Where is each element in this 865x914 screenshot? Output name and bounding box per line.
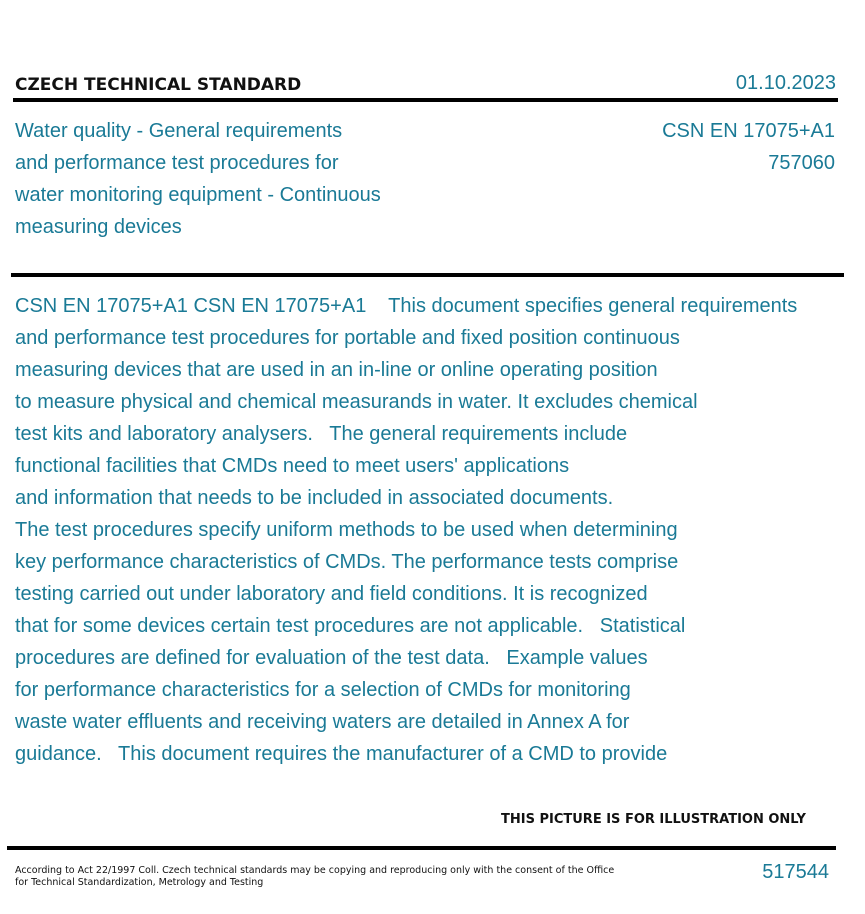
standard-code: CSN EN 17075+A1 xyxy=(662,120,835,142)
abstract-line: and information that needs to be included in associated documents. xyxy=(15,487,614,509)
abstract-line: for performance characteristics for a selection of CMDs for monitoring xyxy=(15,679,631,701)
title-line: water monitoring equipment - Continuous xyxy=(15,184,381,206)
abstract-line: testing carried out under laboratory and field conditions. It is recognized xyxy=(15,583,648,605)
abstract-line: The test procedures specify uniform methods to be used when determining xyxy=(15,519,678,541)
abstract-line: measuring devices that are used in an in-line or online operating position xyxy=(15,359,658,381)
abstract-line: to measure physical and chemical measurands in water. It excludes chemical xyxy=(15,391,698,413)
abstract-line: guidance. This document requires the manufacturer of a CMD to provide xyxy=(15,743,668,765)
footer-divider xyxy=(7,846,836,850)
abstract-line: key performance characteristics of CMDs. The performance tests comprise xyxy=(15,551,679,573)
catalog-number: 517544 xyxy=(762,861,829,883)
illustration-disclaimer: THIS PICTURE IS FOR ILLUSTRATION ONLY xyxy=(501,812,806,827)
class-number: 757060 xyxy=(768,152,835,174)
standard-type-heading: CZECH TECHNICAL STANDARD xyxy=(15,75,302,95)
legal-notice-line: for Technical Standardization, Metrology and Testing xyxy=(15,877,264,888)
abstract-line: waste water effluents and receiving waters are detailed in Annex A for xyxy=(15,711,630,733)
abstract-line: test kits and laboratory analysers. The general requirements include xyxy=(15,423,628,445)
legal-notice xyxy=(15,865,614,889)
title-divider xyxy=(11,273,844,277)
publication-date: 01.10.2023 xyxy=(735,72,836,94)
standard-codes xyxy=(662,115,835,179)
abstract-text xyxy=(15,290,860,770)
abstract-line: functional facilities that CMDs need to meet users' applications xyxy=(15,455,570,477)
title-line: measuring devices xyxy=(15,216,182,238)
abstract-line: and performance test procedures for portable and fixed position continuous xyxy=(15,327,680,349)
title-line: Water quality - General requirements xyxy=(15,120,343,142)
document-title xyxy=(15,115,435,243)
legal-notice-line: According to Act 22/1997 Coll. Czech technical standards may be copying and reproducing only with the consent of the Office xyxy=(15,865,615,876)
abstract-line: that for some devices certain test procedures are not applicable. Statistical xyxy=(15,615,686,637)
abstract-line: CSN EN 17075+A1 CSN EN 17075+A1 This document specifies general requirements xyxy=(15,295,798,317)
header-divider xyxy=(13,98,838,102)
title-line: and performance test procedures for xyxy=(15,152,339,174)
abstract-line: procedures are defined for evaluation of the test data. Example values xyxy=(15,647,648,669)
